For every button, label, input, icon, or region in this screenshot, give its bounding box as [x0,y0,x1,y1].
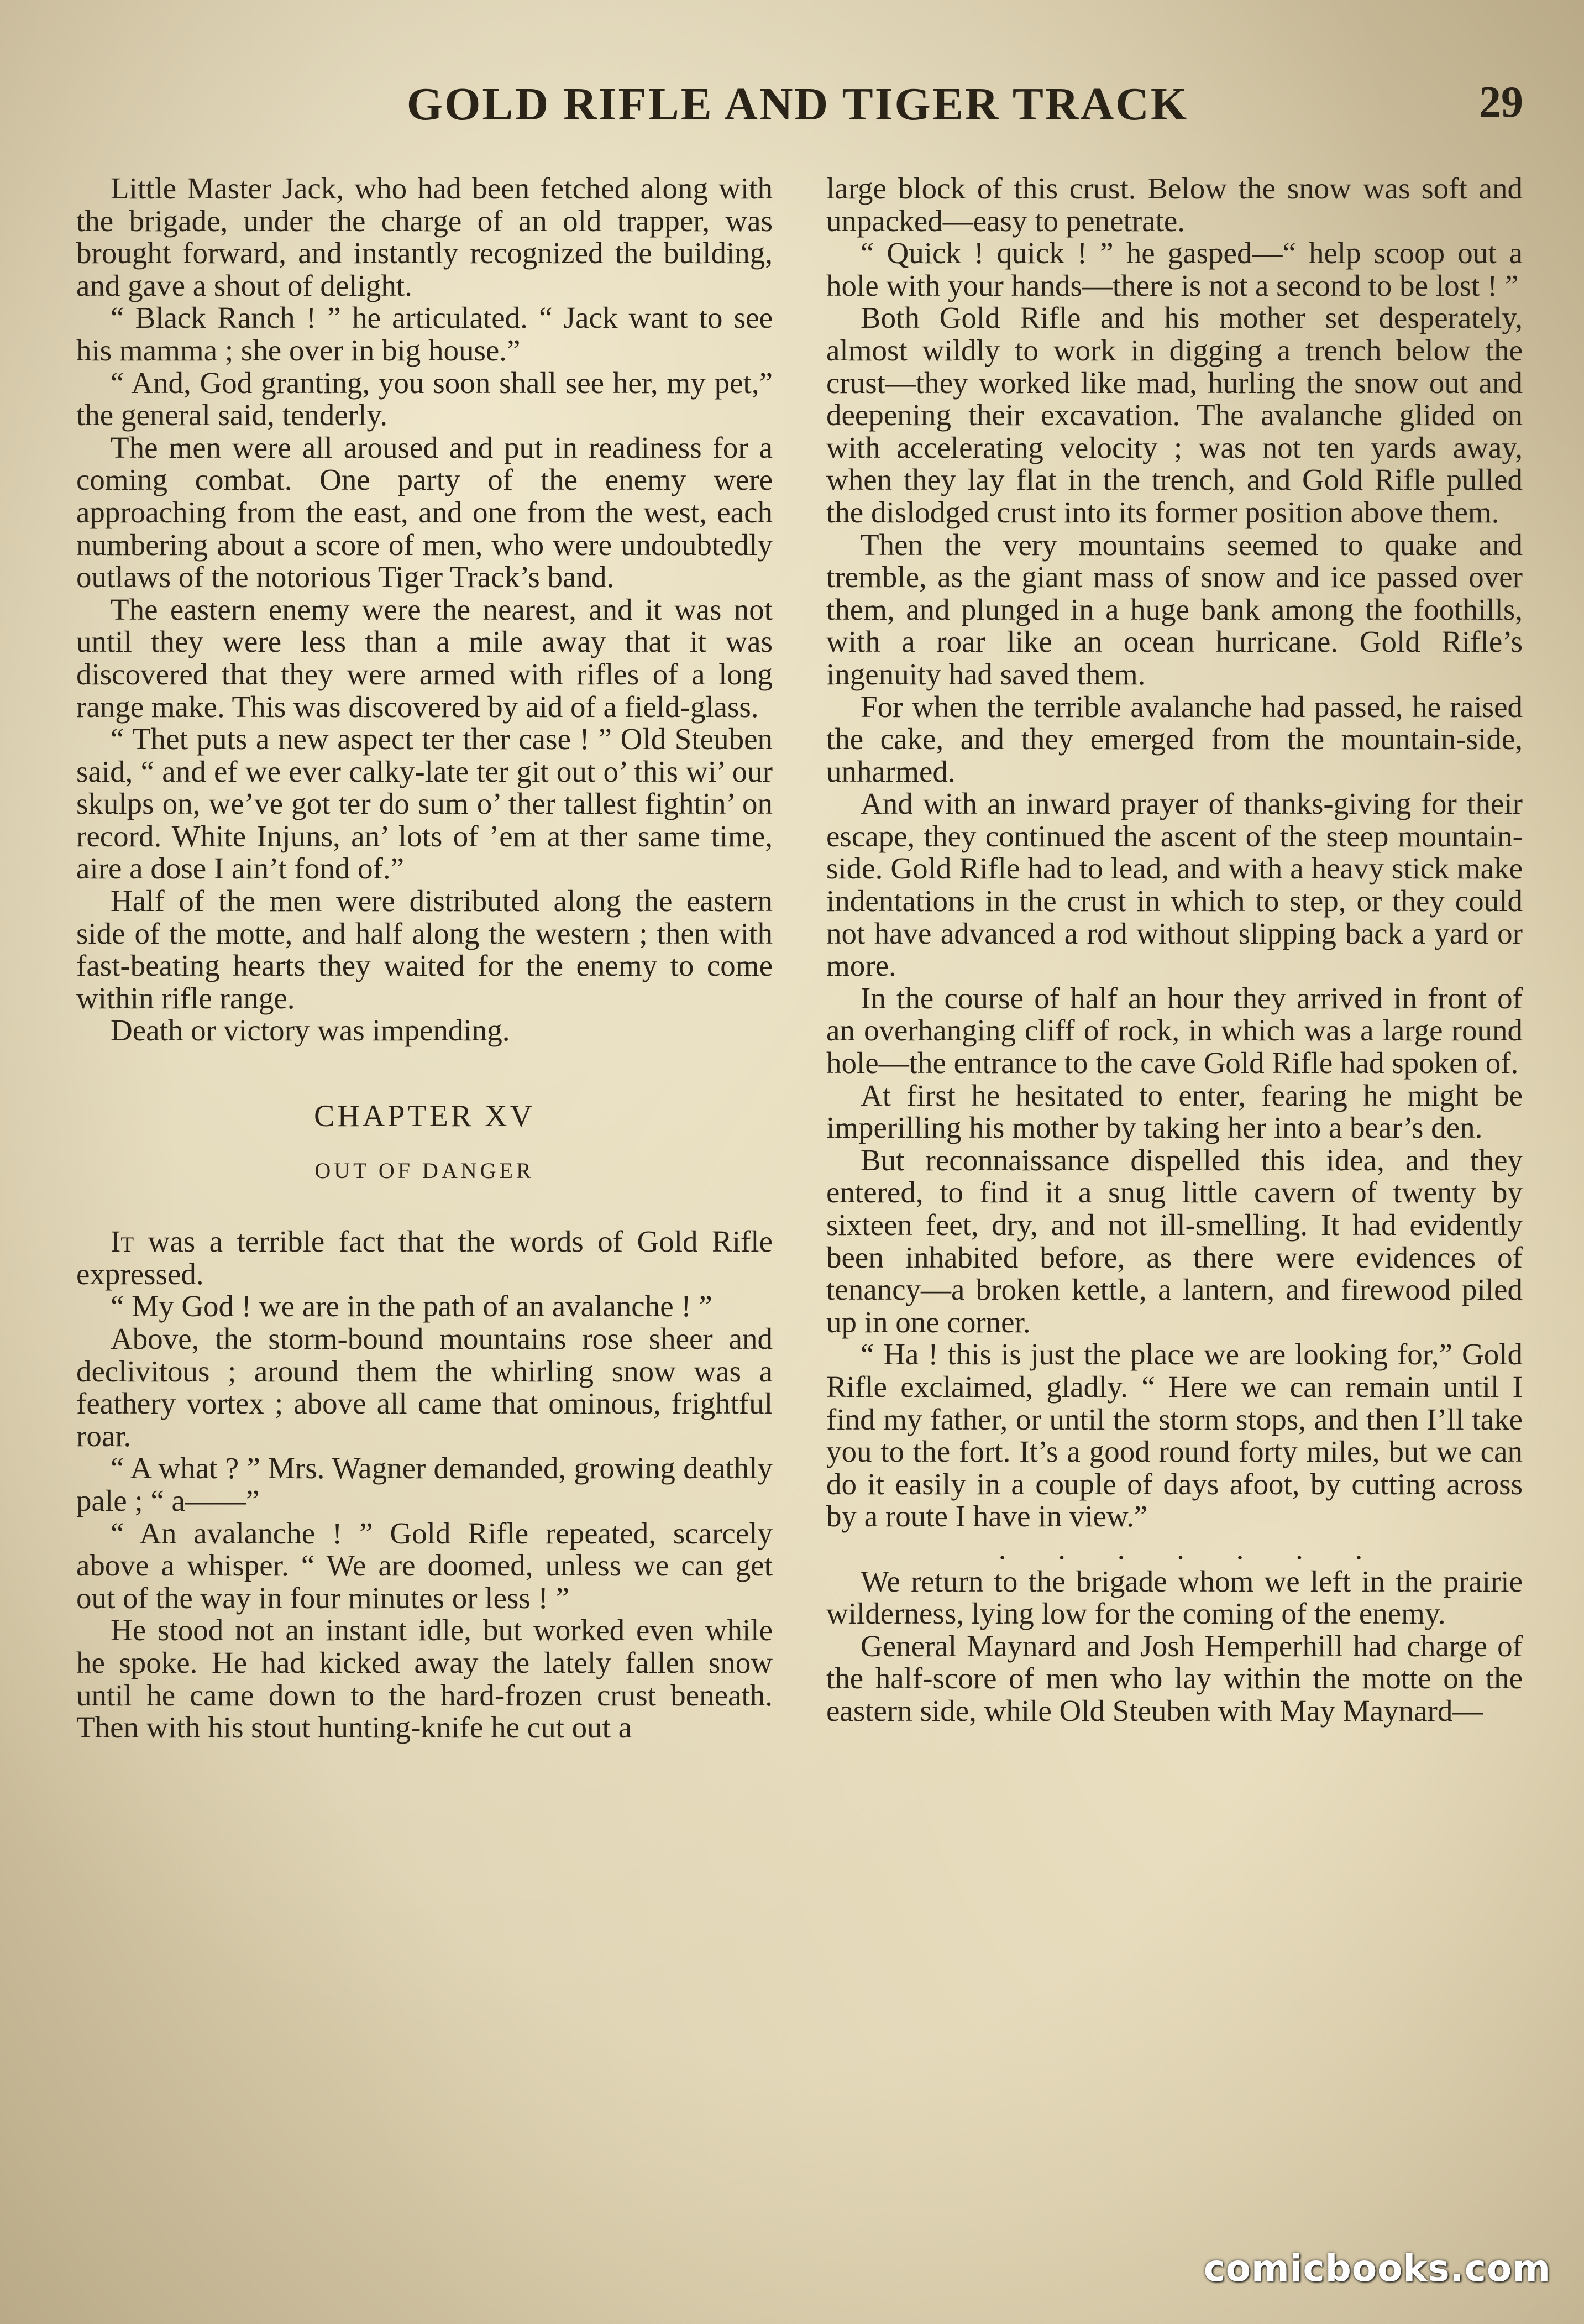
page-number: 29 [1479,78,1523,127]
paragraph: We return to the brigade whom we left in the prairie wilderness, lying low for the coming of the enemy. [826,1564,1523,1631]
paragraph: Both Gold Rifle and his mother set desperately, almost wildly to work in digging a trench below the crust—they worked like mad, hurling the snow out and deepening their excavation. The avalanche glided on with accelerating velocity ; was not ten yards away, when they lay flat in the trench, and Gold Rifle pulled the dislodged crust into its former position above them. [826,301,1523,529]
section-separator: . . . . . . . [998,1531,1385,1566]
paragraph: Above, the storm-bound mountains rose sheer and declivitous ; around them the whirling snow was a feathery vortex ; above all came that ominous, frightful roar. [76,1322,773,1453]
chapter-first-word: It [111,1224,134,1259]
watermark: comicbooks.com [1203,2247,1551,2290]
paragraph: And with an inward prayer of thanks-giving for their escape, they continued the ascent of the steep mountain-side. Gold Rifle had to lead, and with a heavy stick make indentations in the crust in which to step, or they could not have advanced a rod without slipping back a yard or more. [826,787,1523,983]
running-header [72,77,1523,138]
paragraph: “ Thet puts a new aspect ter ther case ! ” Old Steuben said, “ and ef we ever calky-late ter git out o’ this wi’ our skulps on, we’ve got ter do sum o’ ther tallest fightin’ on record. White Injuns, an’ lots of ’em at ther same time, aire a dose I ain’t fond of.” [76,722,773,886]
paragraph: General Maynard and Josh Hemperhill had charge of the half-score of men who lay within the motte on the eastern side, while Old Steuben with May Maynard— [826,1629,1523,1728]
paragraph: “ And, God granting, you soon shall see her, my pet,” the general said, tenderly. [76,365,773,432]
paragraph-continuation: large block of this crust. Below the snow was soft and unpacked—easy to penetrate. [826,171,1523,238]
paragraph: “ A what ? ” Mrs. Wagner demanded, growing deathly pale ; “ a——” [76,1451,773,1517]
paragraph: Half of the men were distributed along the eastern side of the motte, and half along the western ; then with fast-beating hearts they waited for the enemy to come within rifle range. [76,884,773,1015]
paragraph: In the course of half an hour they arrived in front of an overhanging cliff of rock, in which was a large round hole—the entrance to the cave Gold Rifle had spoken of. [826,981,1523,1080]
paragraph: “ Black Ranch ! ” he articulated. “ Jack want to see his mamma ; she over in big house.” [76,301,773,367]
paragraph: The men were all aroused and put in readiness for a coming combat. One party of the enemy were approaching from the east, and one from the west, each numbering about a score of men, who were undoubtedly outlaws of the notorious Tiger Track’s band. [76,430,773,594]
paragraph: Little Master Jack, who had been fetched along with the brigade, under the charge of an old trapper, was brought forward, and instantly recognized the building, and gave a shout of delight. [76,171,773,302]
chapter-subtitle: OUT OF DANGER [314,1158,534,1183]
paragraph: At first he hesitated to enter, fearing he might be imperilling his mother by taking her into a bear’s den. [826,1078,1523,1145]
paragraph: But reconnaissance dispelled this idea, and they entered, to find it a snug little cavern of twenty by sixteen feet, dry, and not ill-smelling. It had evidently been inhabited before, as there were evidences of tenancy—a broken kettle, a lantern, and firewood piled up in one corner. [826,1143,1523,1339]
paragraph: “ An avalanche ! ” Gold Rifle repeated, scarcely above a whisper. “ We are doomed, unless we can get out of the way in four minutes or less ! ” [76,1516,773,1615]
paragraph: “ Quick ! quick ! ” he gasped—“ help scoop out a hole with your hands—there is not a second to be lost ! ” [826,236,1523,302]
left-column [76,172,773,1744]
paragraph: He stood not an instant idle, but worked even while he spoke. He had kicked away the lately fallen snow until he came down to the hard-frozen crust beneath. Then with his stout hunting-knife he cut out a [76,1613,773,1745]
right-column [826,172,1523,1728]
chapter-opening-paragraph [76,1226,773,1290]
paragraph: For when the terrible avalanche had passed, he raised the cake, and they emerged from the mountain-side, unharmed. [826,689,1523,788]
paragraph: Then the very mountains seemed to quake and tremble, as the giant mass of snow and ice passed over them, and plunged in a huge bank among the foothills, with a roar like an ocean hurricane. Gold Rifle’s ingenuity had saved them. [826,527,1523,691]
running-title: GOLD RIFLE AND TIGER TRACK [406,78,1189,130]
paragraph: “ Ha ! this is just the place we are looking for,” Gold Rifle exclaimed, gladly. “ Here we can remain until I find my father, or until the storm stops, and then I’ll take you to the fort. It’s a good round forty miles, but we can do it easily in a couple of days afoot, by cutting across by a route I have in view.” [826,1337,1523,1533]
paragraph: “ My God ! we are in the path of an avalanche ! ” [111,1289,712,1323]
paragraph: The eastern enemy were the nearest, and it was not until they were less than a mile away that it was discovered that they were armed with rifles of a long range make. This was discovered by aid of a field-glass. [76,592,773,724]
chapter-first-rest: was a terrible fact that the words of Gold Rifle expressed. [76,1224,773,1291]
chapter-heading: CHAPTER XV [313,1099,536,1134]
paragraph: Death or victory was impending. [111,1013,510,1048]
